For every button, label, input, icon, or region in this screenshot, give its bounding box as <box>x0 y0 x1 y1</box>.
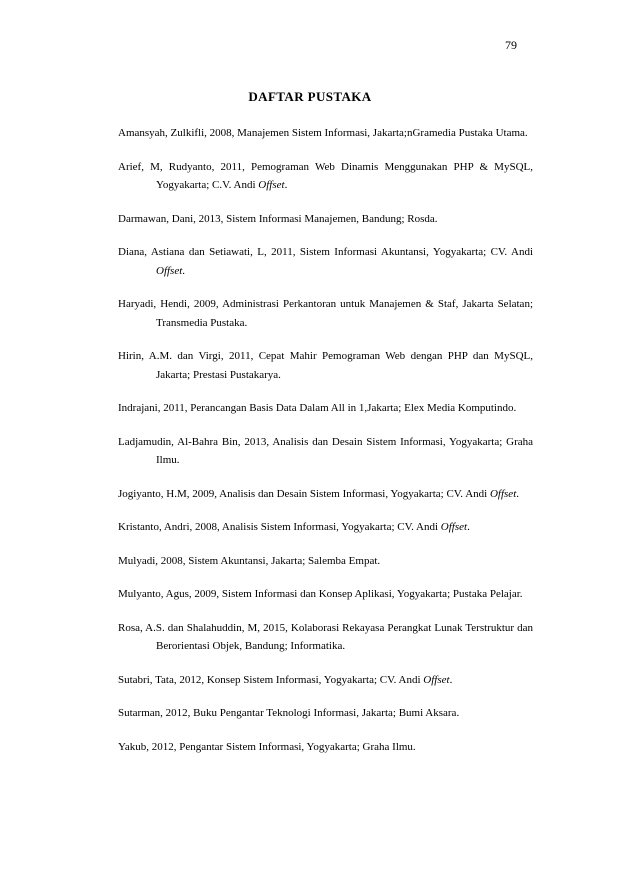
reference-italic: Offset <box>489 487 517 500</box>
reference-item <box>118 243 533 280</box>
reference-italic: Offset <box>423 673 450 686</box>
reference-item <box>118 210 533 229</box>
reference-text: Kristanto, Andri, 2008, Analisis Sistem Informasi, Yogyakarta; CV. Andi <box>118 521 441 533</box>
reference-suffix: . <box>516 487 519 500</box>
reference-item <box>118 619 533 656</box>
reference-text: Jogiyanto, H.M, 2009, Analisis dan Desain Sistem Informasi, Yogyakarta; CV. Andi <box>118 487 490 500</box>
reference-suffix: . <box>182 264 186 277</box>
reference-text: Diana, Astiana dan Setiawati, L, 2011, Sistem Informasi Akuntansi, Yogyakarta; CV. Andi <box>118 246 533 258</box>
reference-item <box>118 295 533 332</box>
page-title: DAFTAR PUSTAKA <box>248 89 372 104</box>
reference-text: Sutabri, Tata, 2012, Konsep Sistem Informasi, Yogyakarta; CV. Andi <box>118 673 424 686</box>
page-number: 79 <box>505 38 517 52</box>
reference-suffix: . <box>449 673 453 686</box>
reference-text: Amansyah, Zulkifli, 2008, Manajemen Sistem Informasi, Jakarta;nGramedia Pustaka Utama. <box>118 127 528 139</box>
reference-item <box>118 347 533 384</box>
reference-item <box>118 518 533 537</box>
reference-item <box>118 552 533 571</box>
reference-item <box>118 585 533 604</box>
reference-item <box>118 399 533 418</box>
reference-text: Ladjamudin, Al-Bahra Bin, 2013, Analisis dan Desain Sistem Informasi, Yogyakarta; Graha Ilmu. <box>118 435 533 466</box>
reference-text: Haryadi, Hendi, 2009, Administrasi Perkantoran untuk Manajemen & Staf, Jakarta Selatan; Transmedia Pustaka. <box>118 298 533 329</box>
reference-text: Darmawan, Dani, 2013, Sistem Informasi Manajemen, Bandung; Rosda. <box>118 212 438 225</box>
reference-text: Rosa, A.S. dan Shalahuddin, M, 2015, Kolaborasi Rekayasa Perangkat Lunak Terstruktur dan Berorientasi Objek, Bandung; Informatika. <box>118 621 533 652</box>
reference-item <box>118 433 533 470</box>
reference-suffix: . <box>467 521 470 533</box>
reference-text: Hirin, A.M. dan Virgi, 2011, Cepat Mahir Pemograman Web dengan PHP dan MySQL, Jakarta; Prestasi Pustakarya. <box>118 350 533 381</box>
reference-item <box>118 124 533 143</box>
reference-text: Indrajani, 2011, Perancangan Basis Data Dalam All in 1,Jakarta; Elex Media Komputindo. <box>118 402 517 414</box>
reference-text: Sutarman, 2012, Buku Pengantar Teknologi Informasi, Jakarta; Bumi Aksara. <box>118 707 460 719</box>
reference-item <box>118 158 533 195</box>
reference-item <box>118 671 533 690</box>
reference-text: Yakub, 2012, Pengantar Sistem Informasi, Yogyakarta; Graha Ilmu. <box>118 740 416 753</box>
reference-suffix: . <box>284 179 288 191</box>
reference-text: Mulyanto, Agus, 2009, Sistem Informasi dan Konsep Aplikasi, Yogyakarta; Pustaka Pelajar. <box>118 588 523 600</box>
reference-item <box>118 704 533 723</box>
reference-text: Arief, M, Rudyanto, 2011, Pemograman Web Dinamis Menggunakan PHP & MySQL, Yogyakarta; C.V. Andi <box>118 160 533 191</box>
reference-italic: Offset <box>258 179 285 191</box>
reference-item <box>118 485 533 504</box>
reference-italic: Offset <box>440 521 468 533</box>
reference-text: Mulyadi, 2008, Sistem Akuntansi, Jakarta; Salemba Empat. <box>118 554 381 567</box>
reference-item <box>118 738 533 757</box>
reference-list <box>118 124 533 771</box>
reference-italic: Offset <box>156 264 183 277</box>
